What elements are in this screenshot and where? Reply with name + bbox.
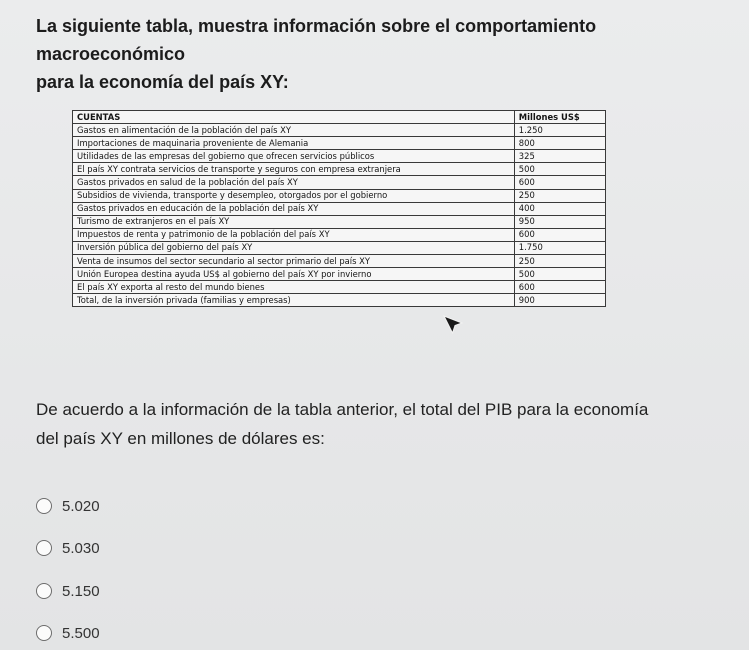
answer-option-2[interactable] — [36, 536, 100, 560]
answer-option-label: 5.030 — [62, 539, 100, 557]
account-name: Venta de insumos del sector secundario al sector primario del país XY — [73, 255, 515, 268]
table-row — [73, 294, 606, 307]
account-name: El país XY exporta al resto del mundo bienes — [73, 281, 515, 294]
intro-line-1: La siguiente tabla, muestra información sobre el comportamiento macroeconómico — [36, 16, 597, 64]
account-value: 800 — [514, 137, 605, 150]
account-value: 950 — [514, 215, 605, 228]
radio-button[interactable] — [36, 583, 52, 599]
account-name: Inversión pública del gobierno del país XY — [73, 241, 515, 254]
account-value: 500 — [514, 163, 605, 176]
account-value: 250 — [514, 255, 605, 268]
table-row — [73, 228, 606, 241]
account-name: Importaciones de maquinaria proveniente de Alemania — [73, 137, 515, 150]
intro-text — [36, 12, 741, 96]
account-name: Impuestos de renta y patrimonio de la población del país XY — [73, 228, 515, 241]
radio-button[interactable] — [36, 625, 52, 641]
table-row — [73, 255, 606, 268]
column-header-millones: Millones US$ — [514, 111, 605, 124]
table-row — [73, 189, 606, 202]
table-row — [73, 150, 606, 163]
mouse-cursor-icon — [442, 313, 466, 337]
account-name: Gastos privados en salud de la población del país XY — [73, 176, 515, 189]
answer-option-4[interactable] — [36, 621, 100, 645]
accounts-table — [72, 110, 606, 307]
account-value: 1.750 — [514, 241, 605, 254]
table-row — [73, 281, 606, 294]
question-text — [36, 395, 741, 453]
account-name: El país XY contrata servicios de transporte y seguros con empresa extranjera — [73, 163, 515, 176]
account-value: 900 — [514, 294, 605, 307]
account-value: 600 — [514, 281, 605, 294]
answer-option-label: 5.500 — [62, 624, 100, 642]
account-name: Unión Europea destina ayuda US$ al gobierno del país XY por invierno — [73, 268, 515, 281]
accounts-table-image — [72, 110, 606, 307]
account-name: Turismo de extranjeros en el país XY — [73, 215, 515, 228]
table-row — [73, 163, 606, 176]
table-row — [73, 137, 606, 150]
account-name: Gastos en alimentación de la población del país XY — [73, 124, 515, 137]
radio-button[interactable] — [36, 498, 52, 514]
account-value: 250 — [514, 189, 605, 202]
question-line-1: De acuerdo a la información de la tabla anterior, el total del PIB para la economía — [36, 400, 649, 419]
account-value: 325 — [514, 150, 605, 163]
intro-line-2: para la economía del país XY: — [36, 72, 289, 92]
table-row — [73, 176, 606, 189]
account-value: 500 — [514, 268, 605, 281]
table-row — [73, 202, 606, 215]
radio-button[interactable] — [36, 540, 52, 556]
table-row — [73, 124, 606, 137]
account-name: Subsidios de vivienda, transporte y desempleo, otorgados por el gobierno — [73, 189, 515, 202]
account-value: 600 — [514, 176, 605, 189]
answer-option-label: 5.020 — [62, 497, 100, 515]
account-value: 1.250 — [514, 124, 605, 137]
table-row — [73, 268, 606, 281]
answer-option-label: 5.150 — [62, 582, 100, 600]
table-row — [73, 241, 606, 254]
account-value: 400 — [514, 202, 605, 215]
table-header-row — [73, 111, 606, 124]
question-line-2: del país XY en millones de dólares es: — [36, 429, 325, 448]
account-value: 600 — [514, 228, 605, 241]
account-name: Total, de la inversión privada (familias y empresas) — [73, 294, 515, 307]
account-name: Utilidades de las empresas del gobierno que ofrecen servicios públicos — [73, 150, 515, 163]
answer-option-1[interactable] — [36, 494, 100, 518]
account-name: Gastos privados en educación de la población del país XY — [73, 202, 515, 215]
table-row — [73, 215, 606, 228]
answer-option-3[interactable] — [36, 579, 100, 603]
column-header-cuentas: CUENTAS — [73, 111, 515, 124]
